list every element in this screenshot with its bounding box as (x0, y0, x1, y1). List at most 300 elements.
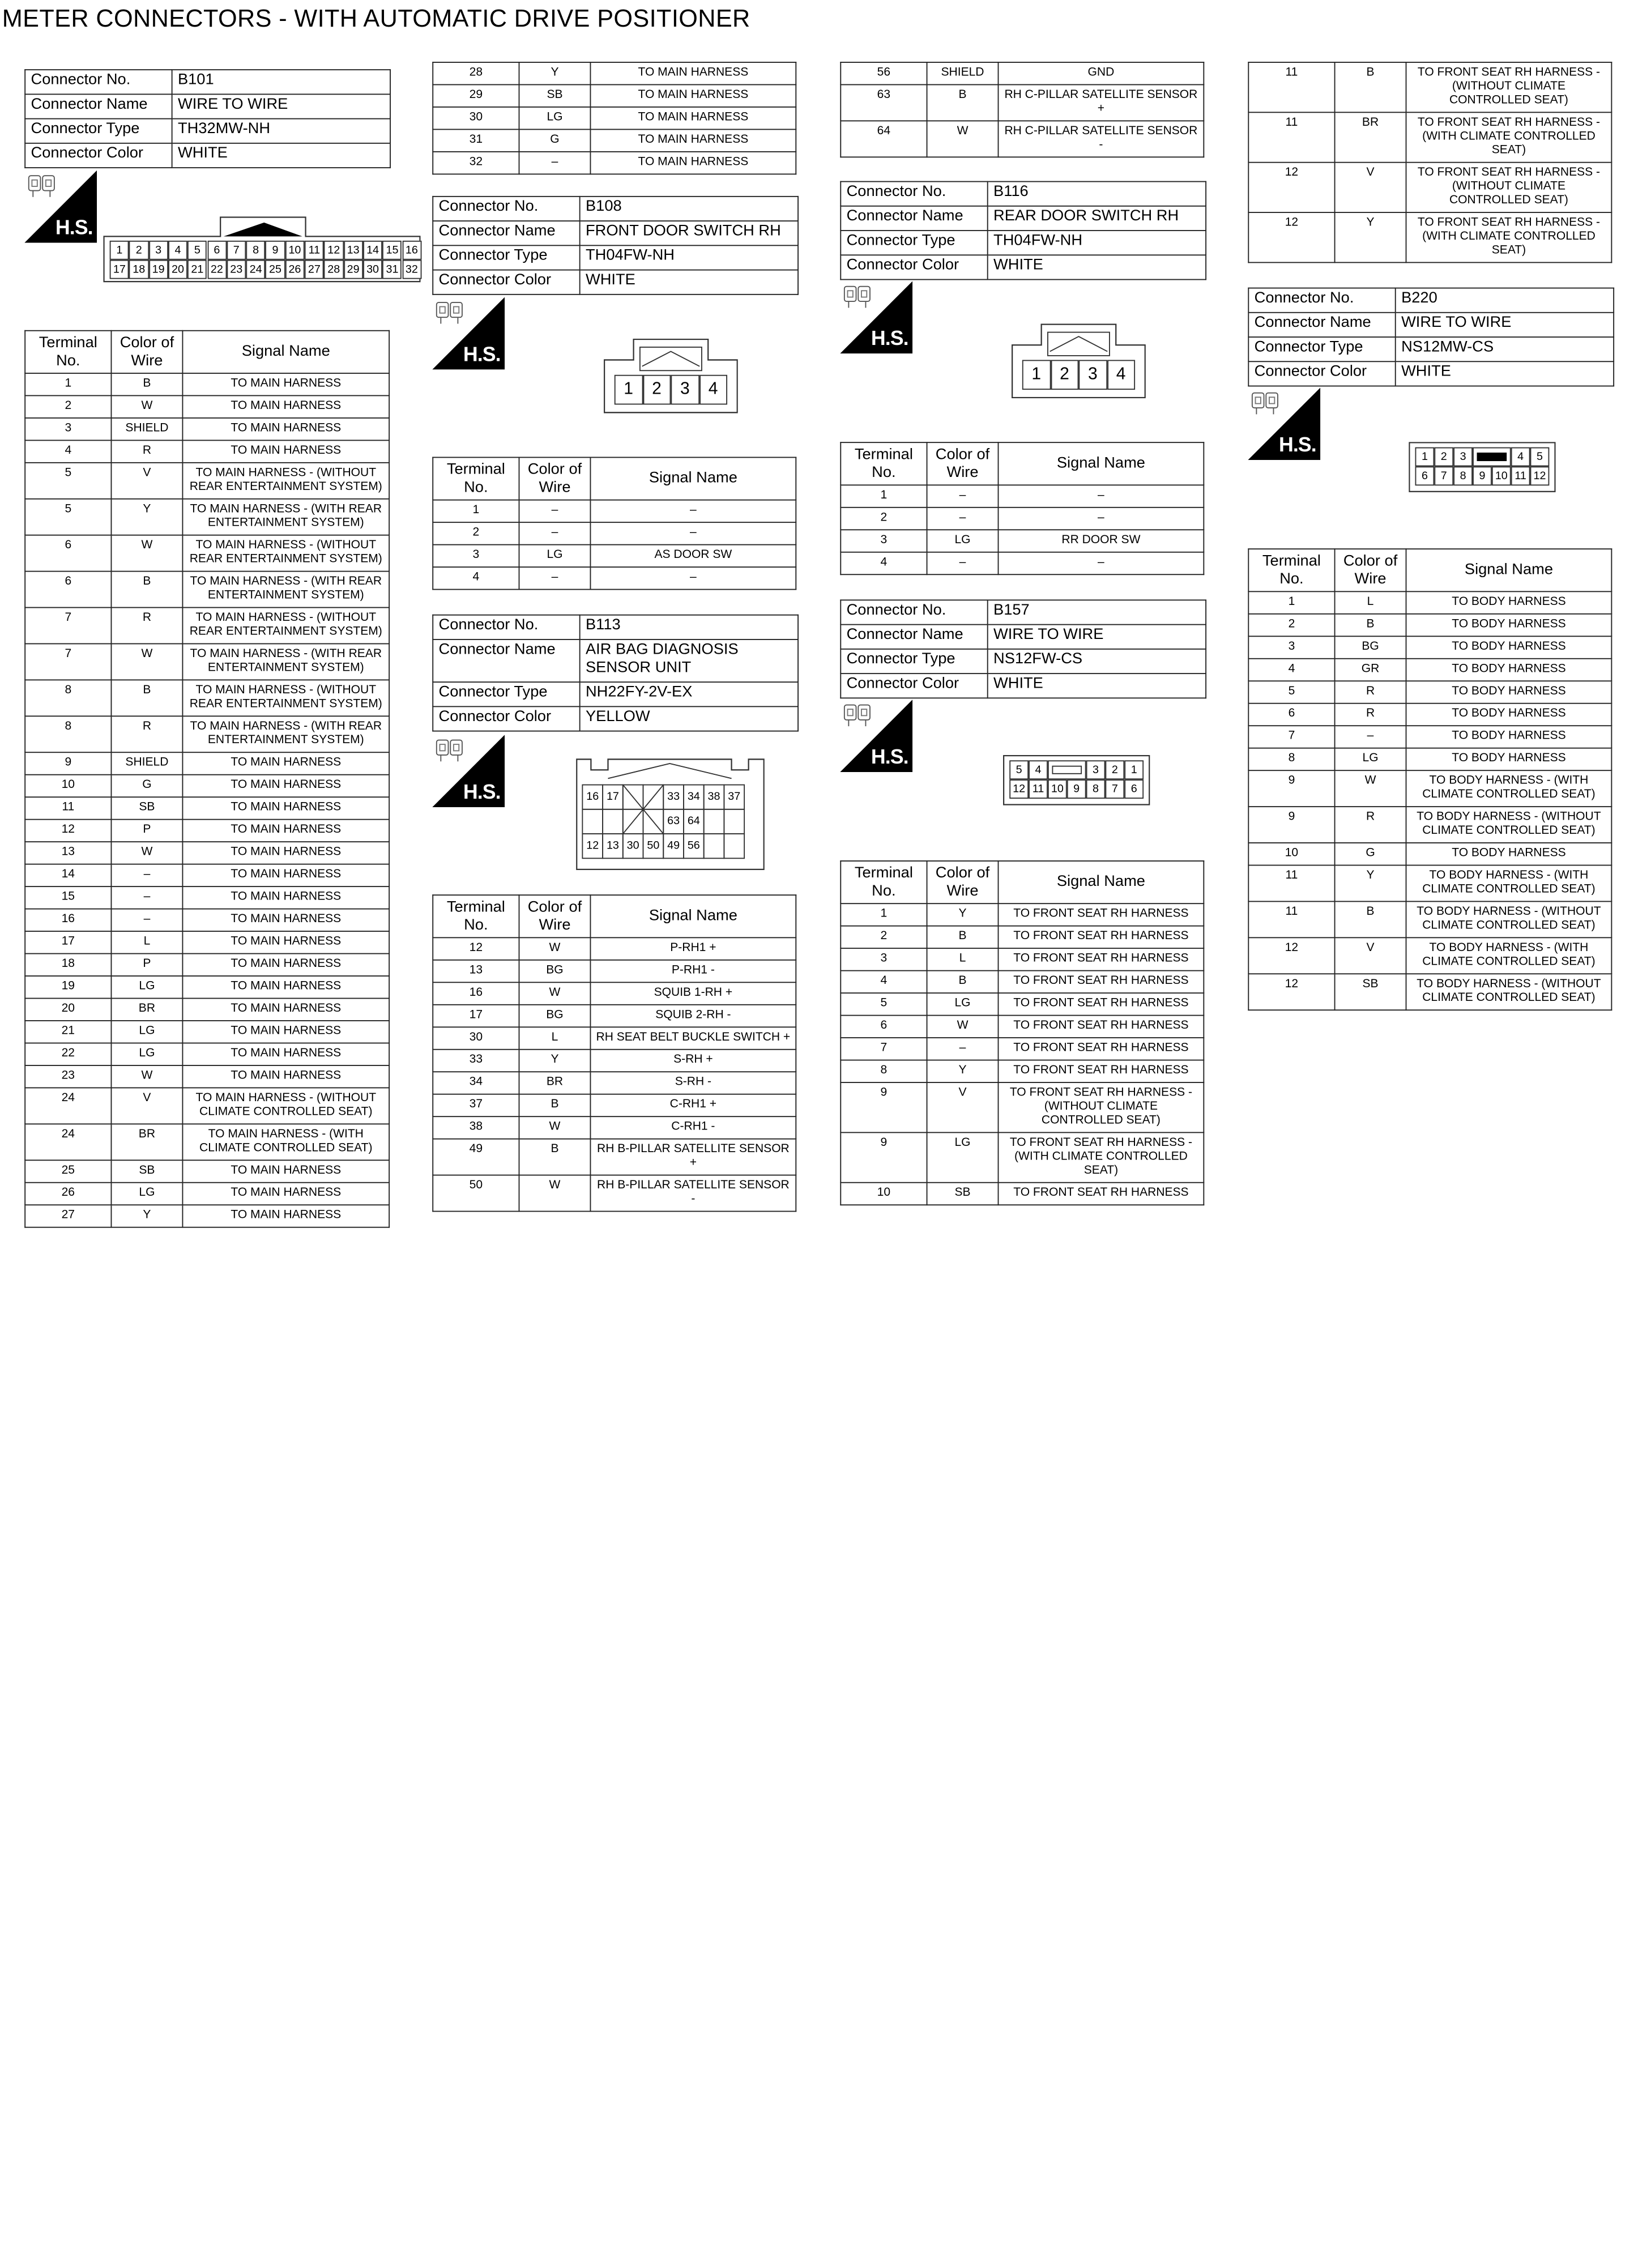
signal-name: TO MAIN HARNESS (182, 1043, 389, 1065)
terminal-no: 6 (25, 535, 111, 572)
signal-name: AS DOOR SW (590, 545, 796, 567)
wire-color: B (519, 1094, 591, 1116)
terminal-table-b101 (24, 330, 390, 1228)
pin: 1 (1415, 447, 1435, 467)
terminal-no: 8 (25, 680, 111, 716)
terminal-no: 22 (25, 1043, 111, 1065)
table-row (433, 982, 796, 1004)
signal-name: TO FRONT SEAT RH HARNESS - (WITHOUT CLIMATE CONTROLLED SEAT) (1406, 62, 1612, 112)
wire-color: W (111, 1065, 182, 1088)
signal-name: TO FRONT SEAT RH HARNESS (999, 1016, 1204, 1038)
terminal-no: 11 (1248, 62, 1334, 112)
wire-color: R (1335, 704, 1406, 726)
signal-name: TO MAIN HARNESS (182, 886, 389, 909)
table-row (1248, 681, 1611, 703)
terminal-no: 30 (433, 107, 519, 129)
terminal-no: 20 (25, 999, 111, 1021)
table-row (1248, 974, 1611, 1010)
pin: 30 (626, 839, 639, 852)
header-wire-color: Color of Wire (519, 457, 591, 500)
wire-color: – (519, 500, 591, 522)
pin: 10 (285, 241, 304, 260)
wire-color: – (111, 886, 182, 909)
signal-name: TO MAIN HARNESS (590, 62, 796, 84)
signal-name: TO MAIN HARNESS (182, 954, 389, 976)
terminal-table-b157 (840, 860, 1204, 1205)
table-row (25, 1160, 389, 1182)
signal-name: TO BODY HARNESS - (WITHOUT CLIMATE CONTROLLED SEAT) (1406, 901, 1612, 937)
signal-name: TO MAIN HARNESS - (WITHOUT REAR ENTERTAINMENT SYSTEM) (182, 463, 389, 499)
terminal-no: 63 (841, 84, 927, 121)
pin: 16 (402, 241, 421, 260)
wire-color: B (111, 373, 182, 395)
table-row (433, 1005, 796, 1027)
terminal-no: 11 (1248, 866, 1334, 902)
terminal-no: 3 (25, 418, 111, 440)
wire-color: W (519, 982, 591, 1004)
signal-name: TO BODY HARNESS (1406, 659, 1612, 681)
terminal-no: 3 (1248, 636, 1334, 658)
signal-name: TO FRONT SEAT RH HARNESS (999, 993, 1204, 1015)
pin: 4 (699, 375, 727, 405)
connector-color: WHITE (172, 143, 390, 168)
wire-color: B (927, 84, 999, 121)
signal-name: TO MAIN HARNESS - (WITHOUT REAR ENTERTAINMENT SYSTEM) (182, 608, 389, 644)
pin: 4 (1029, 760, 1048, 779)
signal-name: TO MAIN HARNESS - (WITH REAR ENTERTAINMENT SYSTEM) (182, 572, 389, 608)
terminal-no: 7 (25, 608, 111, 644)
wire-color: – (927, 1038, 999, 1060)
pin: 38 (707, 790, 720, 803)
wire-color: V (1335, 937, 1406, 974)
table-row (1248, 659, 1611, 681)
terminal-no: 5 (25, 463, 111, 499)
label-connector-type: Connector Type (433, 245, 579, 270)
wire-color: V (927, 1082, 999, 1132)
terminal-table-b220 (1248, 548, 1612, 1011)
signal-name: TO FRONT SEAT RH HARNESS (999, 948, 1204, 970)
terminal-no: 1 (433, 500, 519, 522)
wire-color: – (927, 552, 999, 574)
signal-name: TO MAIN HARNESS (182, 820, 389, 842)
pin: 34 (687, 790, 700, 803)
terminal-no: 50 (433, 1175, 519, 1212)
table-row (25, 1183, 389, 1205)
connector-no: B116 (988, 182, 1206, 206)
table-row (433, 107, 796, 129)
terminal-no: 7 (1248, 726, 1334, 748)
signal-name: P-RH1 + (590, 937, 796, 960)
signal-name: – (590, 567, 796, 589)
terminal-no: 9 (841, 1132, 927, 1182)
pin: 11 (1029, 779, 1048, 799)
table-row (1248, 636, 1611, 658)
pin: 15 (382, 241, 402, 260)
pin: 11 (1511, 466, 1530, 485)
wire-color: BR (519, 1072, 591, 1094)
table-row (25, 954, 389, 976)
terminal-no: 24 (25, 1088, 111, 1124)
wire-color: Y (519, 1050, 591, 1072)
pin: 1 (1022, 360, 1051, 390)
label-connector-type: Connector Type (841, 231, 987, 255)
signal-name: TO BODY HARNESS - (WITH CLIMATE CONTROLLED SEAT) (1406, 866, 1612, 902)
signal-name: – (999, 485, 1204, 507)
pin: 1 (615, 375, 643, 405)
terminal-no: 1 (25, 373, 111, 395)
wire-color: – (519, 567, 591, 589)
table-row (25, 716, 389, 752)
table-row (25, 976, 389, 998)
wire-color: W (519, 1175, 591, 1212)
table-row (1248, 112, 1611, 162)
table-row (25, 463, 389, 499)
terminal-no: 32 (433, 152, 519, 174)
table-row (433, 545, 796, 567)
wire-color: L (111, 931, 182, 953)
terminal-no: 11 (25, 797, 111, 819)
wire-color: V (111, 463, 182, 499)
terminal-table-b113-continued (840, 62, 1204, 157)
connector-type: NS12FW-CS (988, 649, 1206, 673)
wire-color: BR (1335, 112, 1406, 162)
wire-color: BG (1335, 636, 1406, 658)
signal-name: TO MAIN HARNESS (590, 107, 796, 129)
signal-name: C-RH1 + (590, 1094, 796, 1116)
pin: 12 (324, 241, 343, 260)
signal-name: SQUIB 2-RH - (590, 1005, 796, 1027)
header-wire-color: Color of Wire (111, 331, 182, 373)
key-block (1473, 447, 1511, 467)
label-connector-name: Connector Name (841, 625, 987, 649)
connector-info-b157 (840, 599, 1206, 698)
pin: 28 (324, 260, 343, 279)
connector-type: NS12MW-CS (1396, 337, 1614, 361)
table-row (841, 971, 1204, 993)
table-row (1248, 62, 1611, 112)
pin: 8 (1453, 466, 1473, 485)
label-connector-color: Connector Color (1248, 361, 1395, 386)
terminal-no: 6 (841, 1016, 927, 1038)
signal-name: TO MAIN HARNESS (182, 1160, 389, 1182)
table-row (25, 999, 389, 1021)
signal-name: TO FRONT SEAT RH HARNESS (999, 903, 1204, 926)
header-terminal: Terminal No. (433, 895, 519, 937)
connector-type: TH04FW-NH (988, 231, 1206, 255)
terminal-no: 49 (433, 1139, 519, 1175)
wire-color: SB (111, 797, 182, 819)
signal-name: RR DOOR SW (999, 530, 1204, 552)
pin: 2 (1051, 360, 1079, 390)
connector-name: WIRE TO WIRE (988, 625, 1206, 649)
connector-face-b108 (604, 339, 738, 413)
connector-color: WHITE (580, 270, 798, 295)
terminal-no: 8 (1248, 748, 1334, 770)
wire-color: BG (519, 960, 591, 982)
pin: 64 (687, 815, 700, 828)
hs-label: H.S. (463, 344, 501, 366)
terminal-no: 3 (433, 545, 519, 567)
pin: 16 (586, 790, 599, 803)
wire-color: V (111, 1088, 182, 1124)
pin: 9 (1473, 466, 1492, 485)
pin: 23 (227, 260, 246, 279)
header-terminal: Terminal No. (433, 457, 519, 500)
table-row (25, 864, 389, 886)
wire-color: LG (519, 107, 591, 129)
connector-name: WIRE TO WIRE (172, 94, 390, 118)
terminal-no: 26 (25, 1183, 111, 1205)
terminal-no: 14 (25, 864, 111, 886)
terminal-no: 2 (841, 926, 927, 948)
label-connector-name: Connector Name (841, 206, 987, 231)
signal-name: TO MAIN HARNESS (590, 152, 796, 174)
terminal-no: 24 (25, 1124, 111, 1160)
wire-color: SB (927, 1183, 999, 1205)
signal-name: RH B-PILLAR SATELLITE SENSOR - (590, 1175, 796, 1212)
terminal-no: 2 (841, 508, 927, 530)
wire-color: – (927, 508, 999, 530)
table-row (1248, 704, 1611, 726)
table-row (841, 926, 1204, 948)
table-row (841, 1183, 1204, 1205)
table-row (433, 500, 796, 522)
terminal-no: 6 (1248, 704, 1334, 726)
terminal-no: 31 (433, 129, 519, 151)
label-connector-type: Connector Type (1248, 337, 1395, 361)
signal-name: TO MAIN HARNESS - (WITHOUT REAR ENTERTAINMENT SYSTEM) (182, 680, 389, 716)
wire-color: LG (111, 1043, 182, 1065)
table-row (433, 1072, 796, 1094)
pin: 12 (586, 839, 599, 852)
table-row (841, 552, 1204, 574)
hs-badge-icon (840, 281, 912, 353)
terminal-no: 34 (433, 1072, 519, 1094)
connector-name: AIR BAG DIAGNOSIS SENSOR UNIT (580, 640, 798, 682)
signal-name: TO MAIN HARNESS (182, 373, 389, 395)
signal-name: TO BODY HARNESS (1406, 636, 1612, 658)
terminal-no: 13 (433, 960, 519, 982)
signal-name: TO MAIN HARNESS (182, 797, 389, 819)
connector-info-b101 (24, 69, 391, 168)
pin: 18 (129, 260, 148, 279)
table-row (433, 84, 796, 106)
table-row (25, 1043, 389, 1065)
label-connector-no: Connector No. (25, 70, 172, 94)
terminal-no: 4 (25, 440, 111, 462)
terminal-no: 2 (1248, 614, 1334, 636)
terminal-no: 12 (1248, 937, 1334, 974)
signal-name: TO BODY HARNESS - (WITHOUT CLIMATE CONTROLLED SEAT) (1406, 807, 1612, 843)
terminal-no: 18 (25, 954, 111, 976)
signal-name: TO MAIN HARNESS (182, 752, 389, 774)
pin: 3 (671, 375, 699, 405)
terminal-no: 5 (25, 499, 111, 535)
wire-color: L (519, 1027, 591, 1049)
pin: 8 (1086, 779, 1106, 799)
table-row (433, 1175, 796, 1212)
terminal-table-b113 (432, 894, 796, 1212)
table-row (841, 1082, 1204, 1132)
header-signal-name: Signal Name (182, 331, 389, 373)
table-row (25, 1065, 389, 1088)
terminal-no: 10 (1248, 843, 1334, 865)
signal-name: TO MAIN HARNESS (182, 864, 389, 886)
table-row (1248, 163, 1611, 212)
wire-color: W (519, 937, 591, 960)
signal-name: TO MAIN HARNESS (182, 999, 389, 1021)
signal-name: TO BODY HARNESS (1406, 704, 1612, 726)
wire-color: Y (1335, 212, 1406, 262)
terminal-no: 2 (25, 395, 111, 417)
hs-badge-icon (432, 297, 505, 370)
signal-name: TO BODY HARNESS - (WITHOUT CLIMATE CONTROLLED SEAT) (1406, 974, 1612, 1010)
table-row (841, 62, 1204, 84)
table-row (25, 608, 389, 644)
hs-badge-icon (432, 735, 505, 807)
pin: 7 (1105, 779, 1124, 799)
connector-face-b220 (1409, 442, 1563, 493)
pin: 17 (606, 790, 619, 803)
pin: 32 (402, 260, 421, 279)
pin: 49 (667, 839, 680, 852)
table-row (433, 522, 796, 544)
wire-color: P (111, 954, 182, 976)
header-wire-color: Color of Wire (927, 861, 999, 903)
signal-name: S-RH - (590, 1072, 796, 1094)
pin: 14 (363, 241, 382, 260)
connector-type: TH04FW-NH (580, 245, 798, 270)
label-connector-no: Connector No. (433, 197, 579, 221)
signal-name: TO MAIN HARNESS (182, 418, 389, 440)
header-signal-name: Signal Name (1406, 549, 1612, 591)
table-row (25, 886, 389, 909)
signal-name: TO BODY HARNESS (1406, 726, 1612, 748)
label-connector-type: Connector Type (841, 649, 987, 673)
connector-name: REAR DOOR SWITCH RH (988, 206, 1206, 231)
table-row (25, 1205, 389, 1227)
pin: 30 (363, 260, 382, 279)
label-connector-color: Connector Color (25, 143, 172, 168)
connector-type: NH22FY-2V-EX (580, 682, 798, 706)
wire-color: SHIELD (111, 418, 182, 440)
terminal-no: 11 (1248, 112, 1334, 162)
wire-color: B (1335, 62, 1406, 112)
table-row (25, 842, 389, 864)
hs-label: H.S. (463, 781, 501, 804)
terminal-table-b108 (432, 457, 796, 590)
terminal-no: 30 (433, 1027, 519, 1049)
terminal-no: 13 (25, 842, 111, 864)
signal-name: RH B-PILLAR SATELLITE SENSOR + (590, 1139, 796, 1175)
terminal-no: 8 (25, 716, 111, 752)
table-row (25, 499, 389, 535)
pin: 3 (1086, 760, 1106, 779)
signal-name: TO BODY HARNESS (1406, 843, 1612, 865)
table-row (1248, 807, 1611, 843)
terminal-no: 11 (1248, 901, 1334, 937)
hs-badge-icon (1248, 387, 1320, 460)
terminal-no: 33 (433, 1050, 519, 1072)
table-row (25, 643, 389, 680)
pin: 13 (343, 241, 362, 260)
pin: 5 (187, 241, 207, 260)
terminal-no: 16 (25, 909, 111, 931)
pin: 1 (110, 241, 129, 260)
wire-color: W (1335, 770, 1406, 807)
connector-no: B101 (172, 70, 390, 94)
table-row (25, 797, 389, 819)
table-row (25, 418, 389, 440)
wire-color: – (519, 522, 591, 544)
header-wire-color: Color of Wire (927, 442, 999, 485)
pin: 12 (1530, 466, 1550, 485)
table-row (433, 152, 796, 174)
wire-color: B (1335, 901, 1406, 937)
table-row (1248, 212, 1611, 262)
signal-name: TO MAIN HARNESS (182, 395, 389, 417)
connector-color: WHITE (988, 255, 1206, 279)
pin: 3 (148, 241, 168, 260)
terminal-no: 37 (433, 1094, 519, 1116)
signal-name: TO MAIN HARNESS (182, 976, 389, 998)
table-row (433, 62, 796, 84)
pin: 9 (266, 241, 285, 260)
connector-type: TH32MW-NH (172, 119, 390, 143)
signal-name: TO MAIN HARNESS (182, 1065, 389, 1088)
table-row (25, 535, 389, 572)
terminal-no: 29 (433, 84, 519, 106)
table-row (841, 121, 1204, 157)
label-connector-no: Connector No. (841, 600, 987, 624)
wire-color: V (1335, 163, 1406, 212)
wire-color: SHIELD (111, 752, 182, 774)
table-row (433, 1050, 796, 1072)
wire-color: L (927, 948, 999, 970)
terminal-no: 15 (25, 886, 111, 909)
pin: 9 (1067, 779, 1086, 799)
terminal-no: 10 (841, 1183, 927, 1205)
pin: 13 (606, 839, 619, 852)
pin: 2 (1105, 760, 1124, 779)
signal-name: TO MAIN HARNESS (590, 129, 796, 151)
table-row (25, 775, 389, 797)
wire-color: SB (111, 1160, 182, 1182)
signal-name: TO MAIN HARNESS (590, 84, 796, 106)
terminal-no: 4 (1248, 659, 1334, 681)
wire-color: W (927, 1016, 999, 1038)
table-row (1248, 748, 1611, 770)
pin: 37 (728, 790, 741, 803)
hs-label: H.S. (55, 217, 93, 240)
pin: 4 (1107, 360, 1135, 390)
signal-name: TO MAIN HARNESS (182, 842, 389, 864)
table-row (25, 909, 389, 931)
label-connector-color: Connector Color (433, 270, 579, 295)
table-row (1248, 726, 1611, 748)
terminal-no: 38 (433, 1116, 519, 1139)
wire-color: W (111, 842, 182, 864)
table-row (25, 440, 389, 462)
terminal-no: 9 (1248, 807, 1334, 843)
connector-info-b220 (1248, 288, 1614, 387)
terminal-no: 3 (841, 530, 927, 552)
wire-color: LG (111, 976, 182, 998)
wire-color: LG (927, 993, 999, 1015)
wire-color: – (519, 152, 591, 174)
table-row (1248, 843, 1611, 865)
header-terminal: Terminal No. (841, 442, 927, 485)
